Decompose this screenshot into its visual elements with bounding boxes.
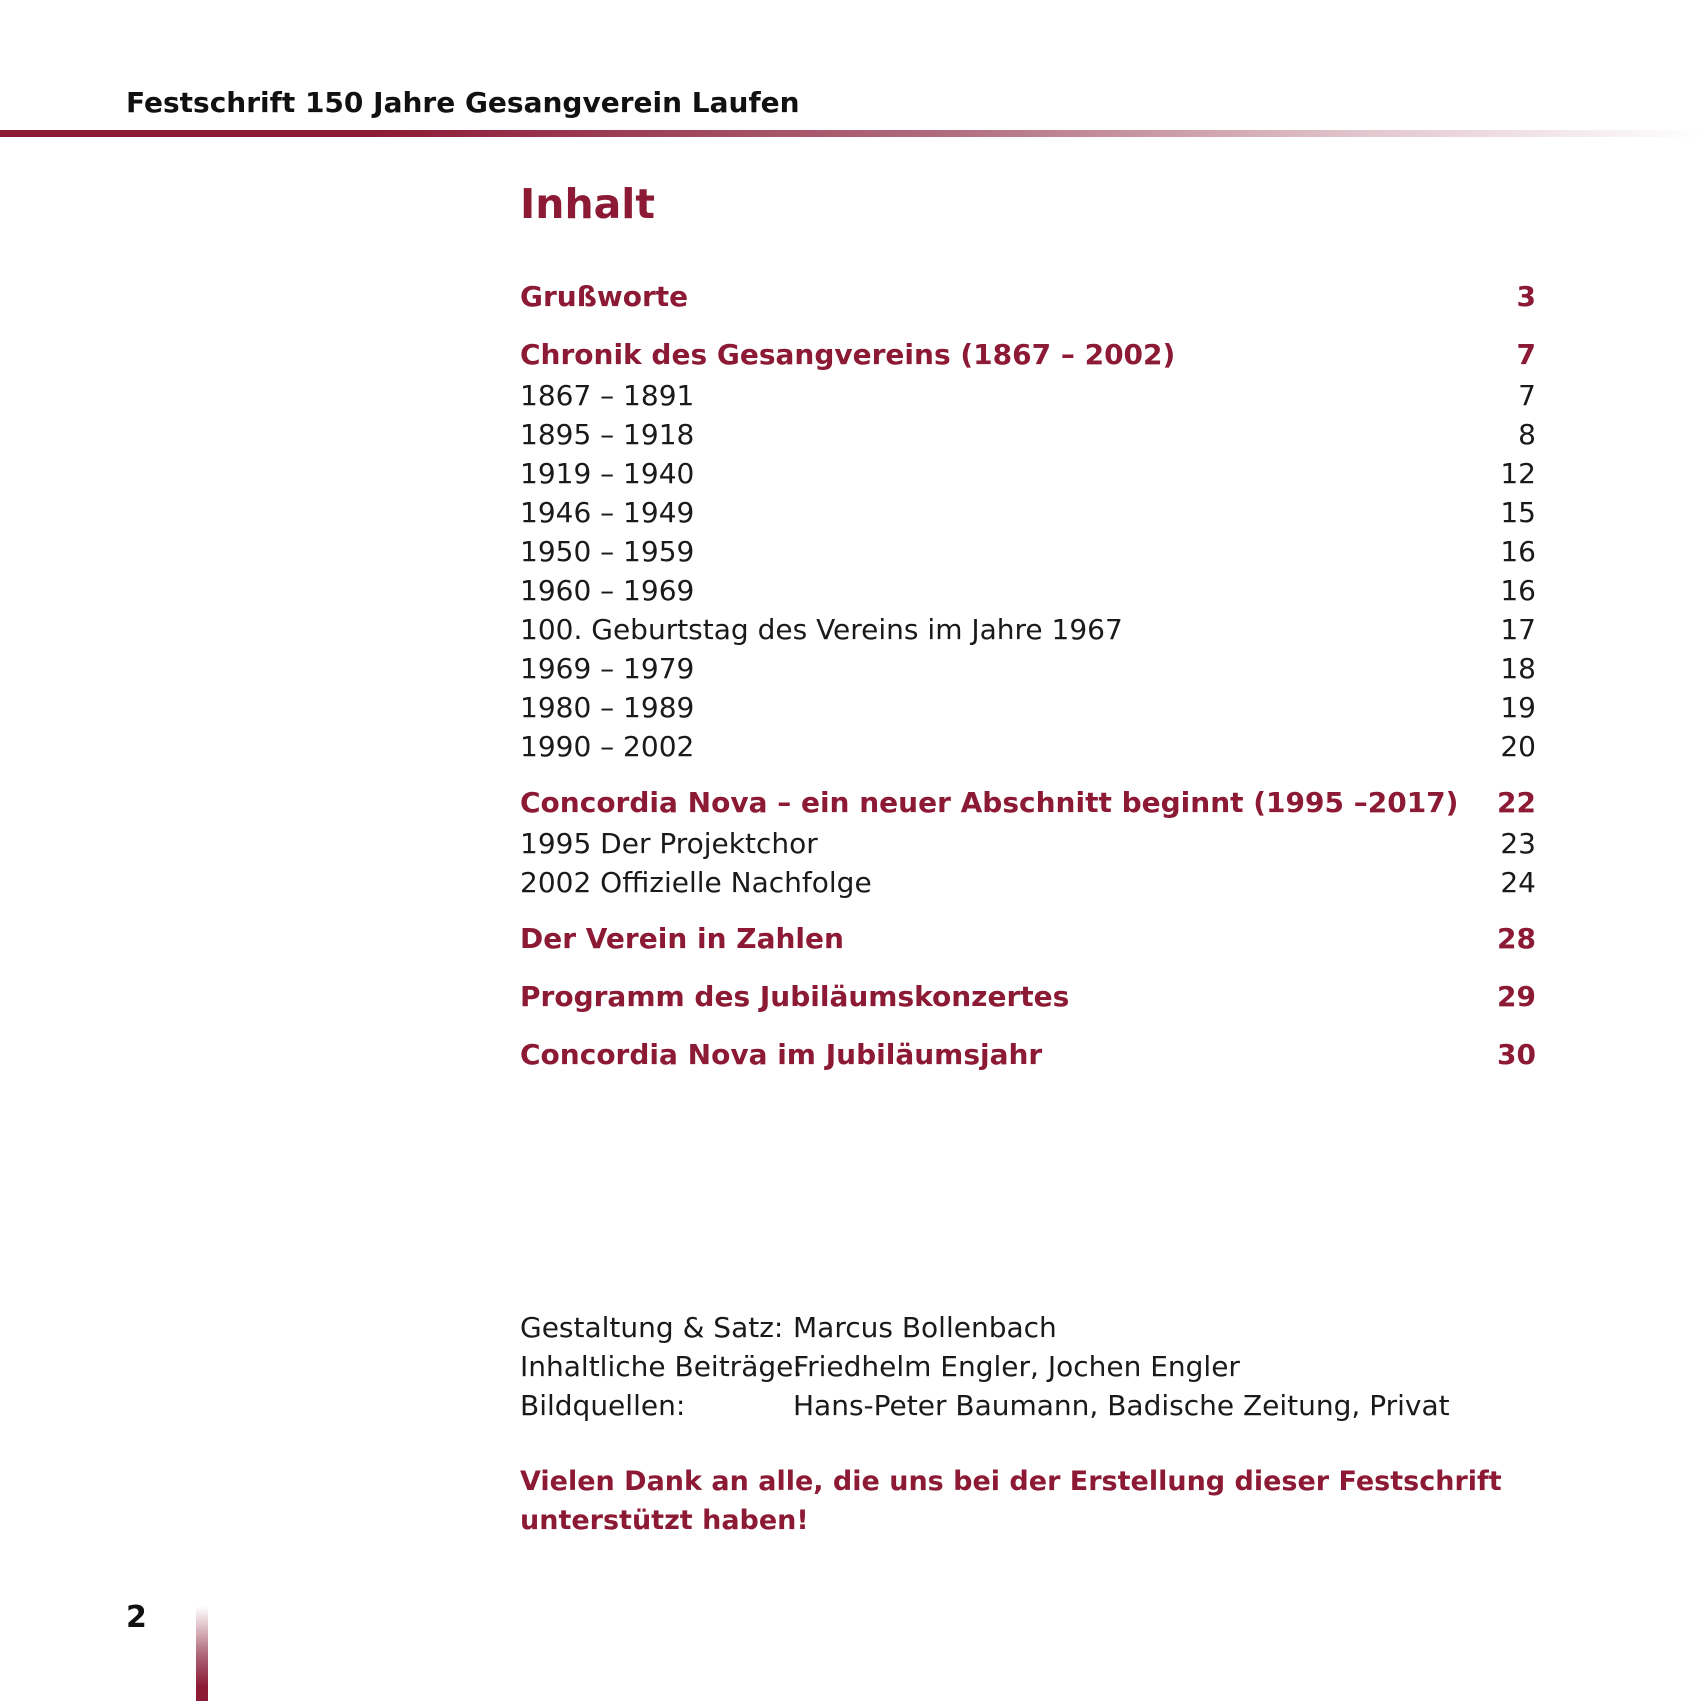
toc-entry-page: 22: [1497, 786, 1536, 819]
toc-main-entry[interactable]: [520, 1034, 1536, 1076]
toc-entry-page: 18: [1500, 652, 1536, 685]
credit-label: Bildquellen:: [520, 1389, 686, 1422]
toc-sub-entry[interactable]: [520, 863, 1536, 902]
toc-main-entry[interactable]: [520, 334, 1536, 376]
toc-entry-title: 1867 – 1891: [520, 379, 695, 412]
toc-sub-entry[interactable]: [520, 727, 1536, 766]
toc-sub-entry[interactable]: [520, 493, 1536, 532]
header-rule: [0, 130, 1701, 137]
toc-entry-title: Programm des Jubiläumskonzertes: [520, 980, 1070, 1013]
credit-row: [520, 1308, 1536, 1347]
table-of-contents: [520, 276, 1536, 1092]
running-title: Festschrift 150 Jahre Gesangverein Laufen: [126, 86, 800, 119]
toc-sub-entry[interactable]: [520, 649, 1536, 688]
toc-entry-title: 1946 – 1949: [520, 496, 695, 529]
toc-entry-title: 100. Geburtstag des Vereins im Jahre 1967: [520, 613, 1123, 646]
toc-entry-title: 1990 – 2002: [520, 730, 695, 763]
toc-entry-page: 17: [1500, 613, 1536, 646]
toc-entry-title: Concordia Nova im Jubiläumsjahr: [520, 1038, 1043, 1071]
toc-entry-page: 3: [1516, 280, 1536, 313]
credit-row: [520, 1386, 1536, 1425]
page-number: 2: [126, 1600, 147, 1635]
toc-section: [520, 276, 1536, 318]
toc-entry-page: 15: [1500, 496, 1536, 529]
toc-entry-page: 20: [1500, 730, 1536, 763]
toc-sub-entry[interactable]: [520, 376, 1536, 415]
credit-label: Gestaltung & Satz:: [520, 1311, 784, 1344]
toc-entry-page: 19: [1500, 691, 1536, 724]
toc-section: [520, 782, 1536, 902]
toc-entry-page: 29: [1497, 980, 1536, 1013]
toc-sub-entry[interactable]: [520, 571, 1536, 610]
toc-entry-page: 24: [1500, 866, 1536, 899]
footer-rule: [196, 1606, 208, 1701]
toc-entry-title: Chronik des Gesangvereins (1867 – 2002): [520, 338, 1176, 371]
toc-entry-page: 7: [1516, 338, 1536, 371]
toc-entry-title: Concordia Nova – ein neuer Abschnitt beginnt (1995 –2017): [520, 786, 1459, 819]
thanks-note: Vielen Dank an alle, die uns bei der Erstellung dieser Festschrift unterstützt haben!: [520, 1466, 1502, 1536]
toc-main-entry[interactable]: [520, 918, 1536, 960]
toc-entry-title: Grußworte: [520, 280, 689, 313]
toc-entry-title: 1950 – 1959: [520, 535, 695, 568]
toc-sub-entry[interactable]: [520, 532, 1536, 571]
toc-entry-title: 1995 Der Projektchor: [520, 827, 818, 860]
credit-label: Inhaltliche Beiträge:: [520, 1350, 803, 1383]
toc-sub-entry[interactable]: [520, 454, 1536, 493]
credit-value: Marcus Bollenbach: [793, 1311, 1057, 1344]
toc-entry-title: 2002 Offizielle Nachfolge: [520, 866, 872, 899]
toc-entry-page: 30: [1497, 1038, 1536, 1071]
credits: [520, 1308, 1536, 1425]
toc-section: [520, 1034, 1536, 1076]
credit-value: Friedhelm Engler, Jochen Engler: [793, 1350, 1240, 1383]
toc-entry-page: 23: [1500, 827, 1536, 860]
toc-section: [520, 976, 1536, 1018]
toc-entry-title: 1895 – 1918: [520, 418, 695, 451]
toc-sub-entry[interactable]: [520, 688, 1536, 727]
toc-main-entry[interactable]: [520, 782, 1536, 824]
toc-entry-page: 8: [1518, 418, 1536, 451]
credit-row: [520, 1347, 1536, 1386]
toc-entry-title: 1969 – 1979: [520, 652, 695, 685]
toc-sub-entry[interactable]: [520, 415, 1536, 454]
toc-main-entry[interactable]: [520, 276, 1536, 318]
page-title: Inhalt: [520, 180, 655, 228]
toc-entry-page: 12: [1500, 457, 1536, 490]
toc-sub-entry[interactable]: [520, 824, 1536, 863]
toc-entry-page: 7: [1518, 379, 1536, 412]
toc-entry-page: 16: [1500, 535, 1536, 568]
toc-sub-entry[interactable]: [520, 610, 1536, 649]
toc-entry-title: 1960 – 1969: [520, 574, 695, 607]
toc-section: [520, 918, 1536, 960]
toc-entry-page: 28: [1497, 922, 1536, 955]
toc-entry-page: 16: [1500, 574, 1536, 607]
toc-entry-title: Der Verein in Zahlen: [520, 922, 844, 955]
toc-entry-title: 1980 – 1989: [520, 691, 695, 724]
toc-section: [520, 334, 1536, 766]
toc-entry-title: 1919 – 1940: [520, 457, 695, 490]
credit-value: Hans-Peter Baumann, Badische Zeitung, Privat: [793, 1389, 1450, 1422]
toc-main-entry[interactable]: [520, 976, 1536, 1018]
